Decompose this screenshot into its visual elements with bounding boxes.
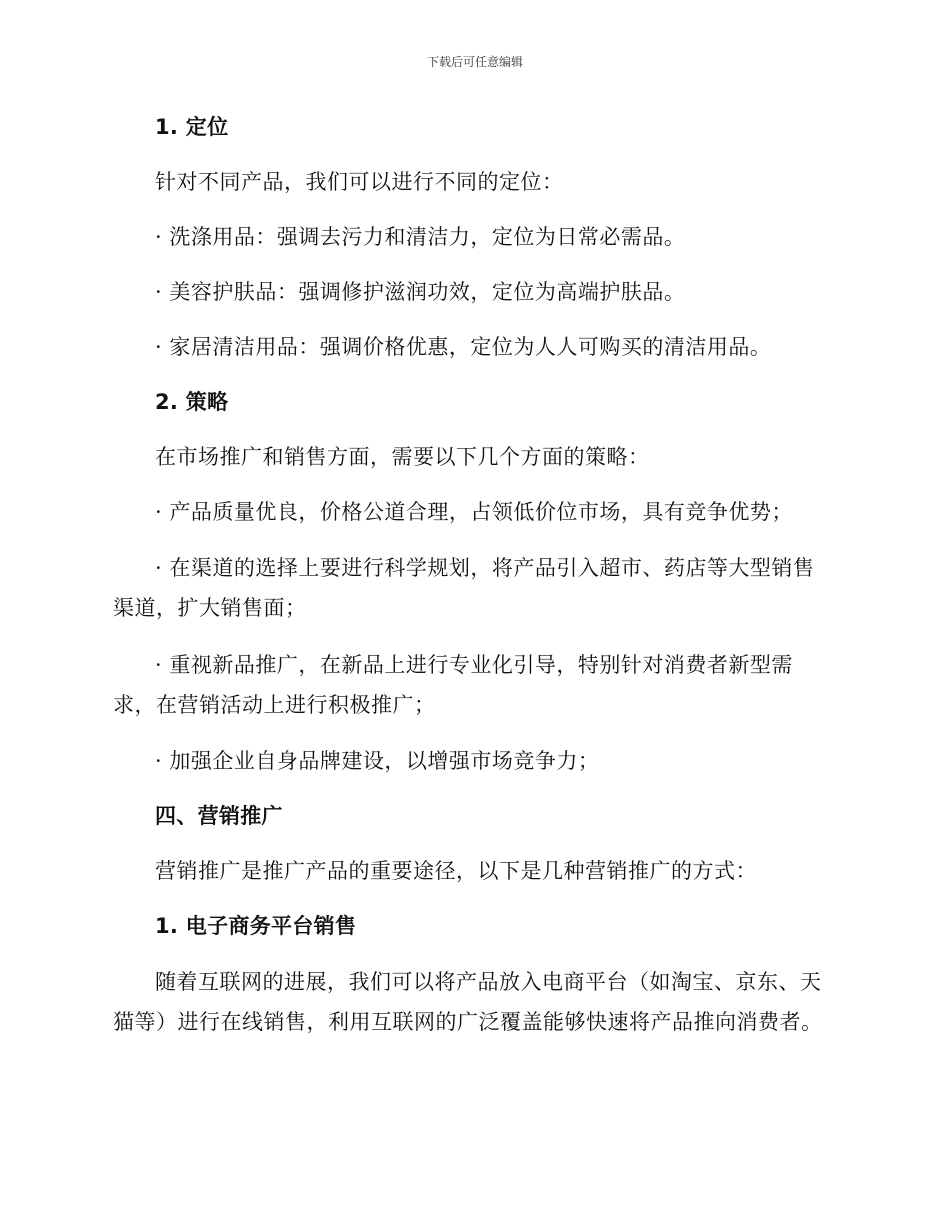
paragraph-strategy-intro: 在市场推广和销售方面，需要以下几个方面的策略：	[155, 445, 650, 469]
page-header: 下载后可任意编辑	[426, 55, 523, 69]
document-body	[113, 108, 833, 1059]
bullet-household-cleaning: · 家居清洁用品：强调价格优惠，定位为人人可购买的清洁用品。	[155, 335, 772, 359]
section-heading-ecommerce: 1. 电子商务平台销售	[155, 914, 357, 938]
bullet-brand-building: · 加强企业自身品牌建设，以增强市场竞争力；	[155, 749, 600, 773]
bullet-skincare: · 美容护肤品：强调修护滋润功效，定位为高端护肤品。	[155, 280, 686, 304]
bullet-new-products: · 重视新品推广，在新品上进行专业化引导，特别针对消费者新型需求，在营销活动上进行积极推广；	[113, 653, 793, 717]
section-heading-marketing-promotion: 四、营销推广	[155, 804, 283, 828]
paragraph-ecommerce: 随着互联网的进展，我们可以将产品放入电商平台（如淘宝、京东、天猫等）进行在线销售，利用互联网的广泛覆盖能够快速将产品推向消费者。	[113, 970, 823, 1034]
bullet-quality-price: · 产品质量优良，价格公道合理，占领低价位市场，具有竞争优势；	[155, 500, 793, 524]
section-heading-strategy: 2. 策略	[155, 390, 229, 414]
paragraph-positioning-intro: 针对不同产品，我们可以进行不同的定位：	[155, 170, 564, 194]
paragraph-marketing-intro: 营销推广是推广产品的重要途径，以下是几种营销推广的方式：	[155, 859, 757, 883]
section-heading-positioning: 1. 定位	[155, 115, 229, 139]
bullet-channels: · 在渠道的选择上要进行科学规划，将产品引入超市、药店等大型销售渠道，扩大销售面；	[113, 556, 815, 620]
bullet-detergent: · 洗涤用品：强调去污力和清洁力，定位为日常必需品。	[155, 225, 686, 249]
